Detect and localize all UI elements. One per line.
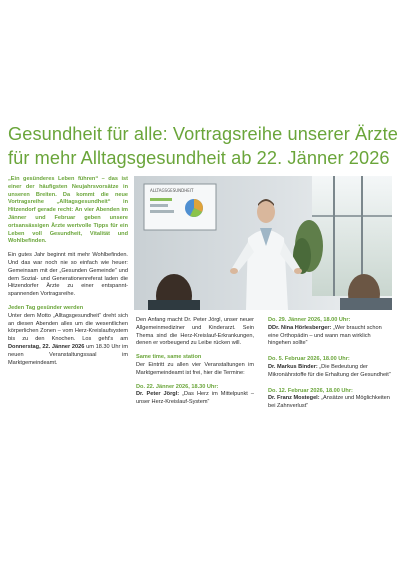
event-entry-1	[136, 384, 254, 407]
article-column-2	[136, 317, 254, 413]
headline-line-1: Gesundheit für alle: Vortragsreihe unserer Ärzte	[8, 124, 398, 144]
screen-title: ALLTAGSGESUNDHEIT	[150, 188, 194, 193]
event-title: „Die Bedeutung der Mikronährstoffe für die Erhaltung der Gesundheit“	[268, 363, 391, 378]
subheading-jeden-tag: Jeden Tag gesünder werden	[8, 304, 84, 311]
event-date: Do. 12. Februar 2026, 18.00 Uhr:	[268, 387, 353, 394]
para4-text: Der Eintritt zu allen vier Veranstaltungen im Marktgemeindeamt ist frei, hier die Termine:	[136, 361, 254, 376]
headline-line-2: für mehr Alltagsgesundheit ab 22. Jänner 2026	[8, 148, 390, 168]
body-paragraph-1: Ein gutes Jahr beginnt mit mehr Wohlbefinden. Und das war noch nie so einfach wie heuer: Gemeinsam mit der „Gesunden Gemeinde“ und dem Sozial- und Generationenreferat laden die Hitzendorfer Ärzte zu einer entspannt-spannenden Vortragsreihe.	[8, 252, 128, 298]
body-paragraph-2	[8, 305, 128, 367]
event-title: „Wer braucht schon eine Orthopädin – und wann man wirklich hingehen sollte“	[268, 324, 382, 347]
para2-start: Unter dem Motto „Alltagsgesundheit“ dreht sich an diesen Abenden alles um die wesentlichen körperlichen Zonen – vom Herz-Kreislaufsystem bis zu den Knochen. Los geht's am	[8, 312, 128, 343]
para2-date: Donnerstag, 22. Jänner 2026	[8, 343, 85, 350]
article-column-1	[8, 176, 128, 373]
event-speaker: DDr. Nina Hörlesberger:	[268, 324, 332, 331]
event-title: „Das Herz im Mittelpunkt – unser Herz-Kreislauf-System“	[136, 391, 254, 406]
event-speaker: Dr. Peter Jörgl:	[136, 391, 180, 398]
event-date: Do. 22. Jänner 2026, 18.30 Uhr:	[136, 383, 219, 390]
event-date: Do. 5. Februar 2026, 18.00 Uhr:	[268, 356, 350, 363]
event-date: Do. 29. Jänner 2026, 18.00 Uhr:	[268, 317, 351, 323]
subheading-same-time: Same time, same station	[136, 354, 202, 361]
lead-paragraph: „Ein gesünderes Leben führen“ – das ist einer der häufigsten Neujahrsvorsätze in unseren Breiten. Da kommt die neue Vortragsreihe „Alltagsgesundheit“ in Hitzendorf gerade recht: An vier Abenden im Jänner und Februar geben unsere ortsansässigen Ärzte wertvolle Tipps für ein Leben voll Gesundheit, Vitalität und Wohlbefinden.	[8, 176, 128, 245]
body-paragraph-3: Den Anfang macht Dr. Peter Jörgl, unser neuer Allgemeinmediziner und Kinderarzt. Sein Thema sind die Herz-Kreislauf-Erkrankungen, denen er vorbeugend zu Leibe rücken will.	[136, 317, 254, 347]
event-entry-3	[268, 356, 392, 379]
lecture-photo-illustration	[134, 176, 392, 310]
article-headline	[8, 122, 398, 170]
event-title: „Ansätze und Möglichkeiten bei Zahnverlust“	[268, 395, 390, 410]
presentation-screen	[144, 184, 216, 230]
article-column-3	[268, 317, 392, 419]
event-speaker: Dr. Markus Binder:	[268, 363, 318, 370]
event-speaker: Dr. Franz Mostegel:	[268, 395, 320, 402]
para2-end: um 18.30 Uhr im neuen Veranstaltungssaal im Marktgemeindeamt.	[8, 343, 128, 366]
body-paragraph-4	[136, 354, 254, 377]
event-entry-2	[268, 317, 392, 348]
event-entry-4	[268, 388, 392, 411]
lecture-photo	[134, 176, 392, 310]
